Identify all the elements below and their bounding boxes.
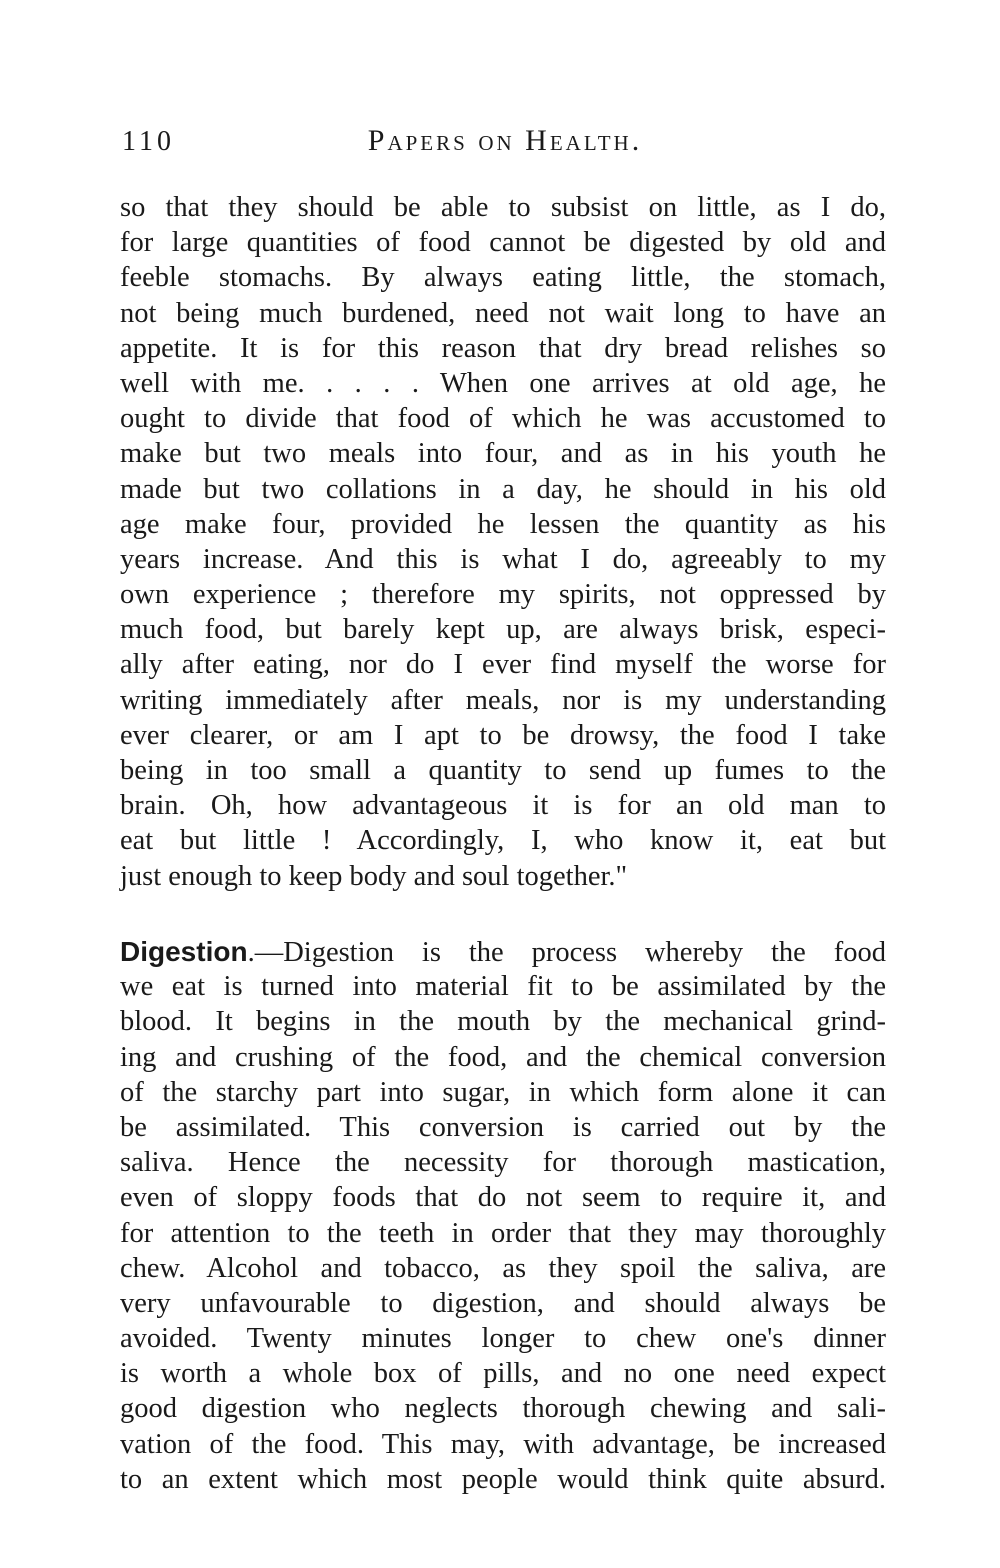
text-line: for attention to the teeth in order that they may thoroughly: [120, 1217, 886, 1249]
text-line: blood. It begins in the mouth by the mechanical grind-: [120, 1006, 886, 1038]
text-line: age make four, provided he lessen the quantity as his: [120, 508, 886, 540]
text-line-first: [120, 934, 886, 969]
running-title: Papers on Health.: [367, 124, 643, 157]
text-line: eat but little ! Accordingly, I, who know it, eat but: [120, 825, 886, 857]
text-line: chew. Alcohol and tobacco, as they spoil the saliva, are: [120, 1252, 886, 1284]
section-heading: Digestion: [120, 936, 248, 967]
text-line: appetite. It is for this reason that dry bread relishes so: [120, 332, 886, 364]
text-line: of the starchy part into sugar, in which form alone it can: [120, 1076, 886, 1108]
text-line: much food, but barely kept up, are always brisk, especi-: [120, 614, 886, 646]
text-line: so that they should be able to subsist on little, as I do,: [120, 192, 886, 223]
text-line: for large quantities of food cannot be digested by old and: [120, 227, 886, 259]
text-line: not being much burdened, need not wait long to have an: [120, 297, 886, 329]
text-line: well with me. . . . . When one arrives at old age, he: [120, 367, 886, 399]
text-line: saliva. Hence the necessity for thorough mastication,: [120, 1147, 886, 1179]
page-number: 110: [122, 126, 175, 157]
text-line-rest: .—Digestion is the process whereby the food: [247, 937, 886, 968]
text-line: brain. Oh, how advantageous it is for an old man to: [120, 790, 886, 822]
text-line: writing immediately after meals, nor is my understanding: [120, 684, 886, 716]
text-line: we eat is turned into material fit to be assimilated by the: [120, 971, 886, 1003]
text-line: ought to divide that food of which he was accustomed to: [120, 403, 886, 435]
text-line: ing and crushing of the food, and the chemical conversion: [120, 1041, 886, 1073]
paragraph-digestion: [120, 934, 886, 1497]
text-line: even of sloppy foods that do not seem to require it, and: [120, 1182, 886, 1214]
text-line: feeble stomachs. By always eating little, the stomach,: [120, 262, 886, 294]
text-line: being in too small a quantity to send up fumes to the: [120, 755, 886, 786]
text-line: vation of the food. This may, with advantage, be increased: [120, 1428, 886, 1460]
running-head: [120, 120, 890, 168]
text-line: make but two meals into four, and as in his youth he: [120, 438, 886, 470]
text-line: years increase. And this is what I do, agreeably to my: [120, 543, 886, 575]
paragraph-quotation: [120, 190, 886, 894]
text-line: avoided. Twenty minutes longer to chew one's dinner: [120, 1323, 886, 1355]
text-line: just enough to keep body and soul together.": [120, 860, 628, 892]
text-line: made but two collations in a day, he should in his old: [120, 473, 886, 505]
text-line: is worth a whole box of pills, and no one need expect: [120, 1358, 886, 1390]
text-line: own experience ; therefore my spirits, not oppressed by: [120, 579, 886, 611]
text-line: good digestion who neglects thorough chewing and sali-: [120, 1393, 886, 1425]
text-line: ever clearer, or am I apt to be drowsy, the food I take: [120, 719, 886, 751]
text-line: ally after eating, nor do I ever find myself the worse for: [120, 649, 886, 681]
text-line: to an extent which most people would think quite absurd.: [120, 1463, 886, 1495]
text-line: very unfavourable to digestion, and should always be: [120, 1287, 886, 1319]
text-line: be assimilated. This conversion is carried out by the: [120, 1111, 886, 1143]
